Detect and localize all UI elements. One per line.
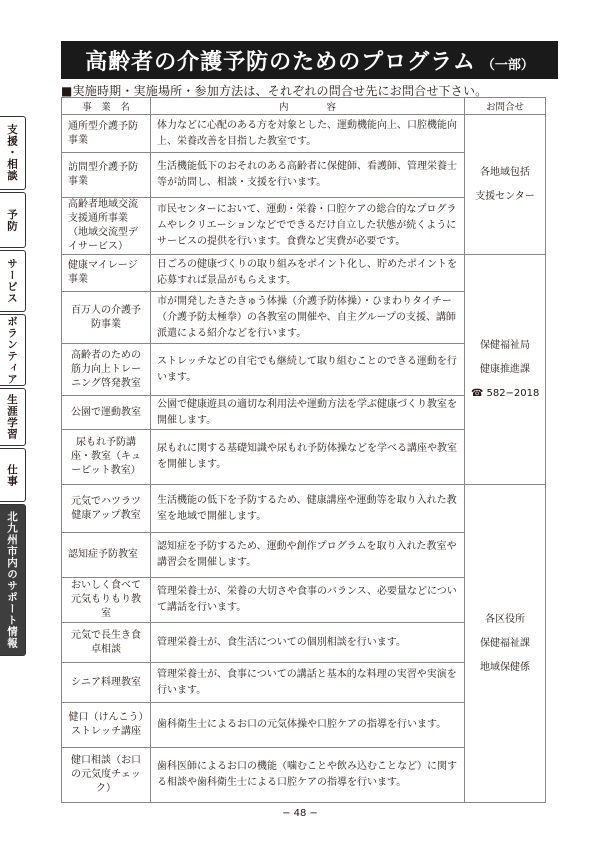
contact-line: 保健福祉課 (480, 637, 530, 649)
contact-cell (465, 255, 546, 485)
program-desc: 歯科医師によるお口の機能（噛むことや飲み込むことなど）に関する相談や歯科衛生士による口腔ケアの指導を行います。 (151, 748, 465, 803)
program-name: 訪問型介護予防事業 (62, 153, 151, 198)
program-desc: 市が開発したきたきゅう体操（介護予防体操）・ひまわりタイチー（介護予防太極拳）の各教室の開催や、自主グループの支援、講師派遣による紹介などを行います。 (151, 292, 465, 344)
contact-line: 支援センター (475, 190, 535, 202)
side-tab-lifelong-learning[interactable] (0, 388, 26, 446)
side-tab-label: ボランティア (6, 315, 18, 385)
program-name: 高齢者地域交流支援通所事業（地域交流型デイサービス） (62, 198, 151, 255)
program-desc: 管理栄養士が、食事についての講話と基本的な料理の実習や実演を行います。 (151, 663, 465, 703)
side-tab-label: サービス (6, 258, 18, 304)
program-name: 元気でハツラツ健康アップ教室 (62, 485, 151, 533)
program-desc: 日ごろの健康づくりの取り組みをポイント化し、貯めたポイントを応募すれば景品がもらえます。 (151, 255, 465, 292)
program-name: 健口（けんこう）ストレッチ講座 (62, 703, 151, 748)
contact-phone-number: 582−2018 (486, 387, 540, 399)
side-tab-label: 支援・相談 (6, 124, 18, 182)
program-desc: 尿もれに関する基礎知識や尿もれ予防体操などを学べる講座や教室を開催します。 (151, 430, 465, 485)
program-name: 通所型介護予防事業 (62, 115, 151, 153)
side-tab-volunteer[interactable] (0, 314, 26, 386)
table-row (62, 485, 546, 533)
program-name: 高齢者のための筋力向上トレーニング啓発教室 (62, 344, 151, 396)
side-tab-label: 仕事 (6, 463, 18, 487)
table-header-row (62, 98, 546, 115)
program-desc: ストレッチなどの自宅でも継続して取り組むことのできる運動を行います。 (151, 344, 465, 396)
contact-line: 各地域包括 (480, 166, 530, 178)
contact-line: 各区役所 (485, 613, 525, 625)
program-desc: 市民センターにおいて、運動・栄養・口腔ケアの総合的なプログラムやレクリエーションなどでできるだけ自立した状態が続くようにサービスの提供を行います。食費など実費が必要です。 (151, 198, 465, 255)
contact-cell (465, 115, 546, 255)
contact-line: 健康推進課 (480, 363, 530, 375)
contact-cell (465, 485, 546, 803)
program-name: おいしく食べて元気もりもり教室 (62, 578, 151, 623)
side-tab-kitakyushu-support[interactable] (0, 504, 26, 656)
program-name: 健康マイレージ事業 (62, 255, 151, 292)
header-desc: 内 容 (151, 98, 465, 115)
side-tab-service[interactable] (0, 250, 26, 312)
header-name: 事 業 名 (62, 98, 151, 115)
header-contact: お問合せ (465, 98, 546, 115)
program-desc: 管理栄養士が、栄養の大切さや食事のバランス、必要量などについて講話を行います。 (151, 578, 465, 623)
notice-text: ■実施時期・実施場所・参加方法は、それぞれの問合せ先にお問合せ下さい。 (61, 84, 488, 98)
side-tab-work[interactable] (0, 448, 26, 502)
table-row (62, 255, 546, 292)
side-tab-label: 生涯学習 (6, 394, 18, 440)
program-desc: 歯科衛生士によるお口の元気体操や口腔ケアの指導を行います。 (151, 703, 465, 748)
program-desc: 管理栄養士が、食生活についての個別相談を行います。 (151, 623, 465, 663)
side-tab-label: 予防 (6, 208, 18, 232)
program-table (61, 97, 546, 803)
page-title: 高齢者の介護予防のためのプログラム (85, 49, 476, 75)
contact-line: 保健福祉局 (480, 339, 530, 351)
phone-icon: ☎ (471, 387, 484, 399)
side-tab-label: 北九州市内のサポート情報 (6, 511, 18, 649)
side-tab-prevention[interactable] (0, 192, 26, 248)
program-desc: 体力などに心配のある方を対象とした、運動機能向上、口腔機能向上、栄養改善を目指した教室です。 (151, 115, 465, 153)
program-name: 認知症予防教室 (62, 533, 151, 578)
program-desc: 生活機能低下のおそれのある高齢者に保健師、看護師、管理栄養士等が訪問し、相談・支援を行います。 (151, 153, 465, 198)
program-desc: 認知症を予防するため、運動や創作プログラムを取り入れた教室や講習会を開催します。 (151, 533, 465, 578)
side-tab-support[interactable] (0, 116, 26, 190)
program-desc: 公園で健康遊具の適切な利用法や運動方法を学ぶ健康づくり教室を開催します。 (151, 396, 465, 430)
table-row (62, 115, 546, 153)
page-title-note: （一部） (481, 57, 534, 73)
page-number: − 48 − (282, 808, 318, 819)
page-title-banner (61, 41, 558, 79)
program-desc: 生活機能の低下を予防するため、健康講座や運動等を取り入れた教室を地域で開催します。 (151, 485, 465, 533)
program-name: 尿もれ予防講座・教室（キューピット教室） (62, 430, 151, 485)
program-name: 健口相談（お口の元気度チェック） (62, 748, 151, 803)
contact-line: 地域保健係 (480, 661, 530, 673)
program-name: 公園で運動教室 (62, 396, 151, 430)
program-name: 百万人の介護予防事業 (62, 292, 151, 344)
program-name: シニア料理教室 (62, 663, 151, 703)
program-name: 元気で長生き食卓相談 (62, 623, 151, 663)
contact-phone (471, 382, 539, 406)
